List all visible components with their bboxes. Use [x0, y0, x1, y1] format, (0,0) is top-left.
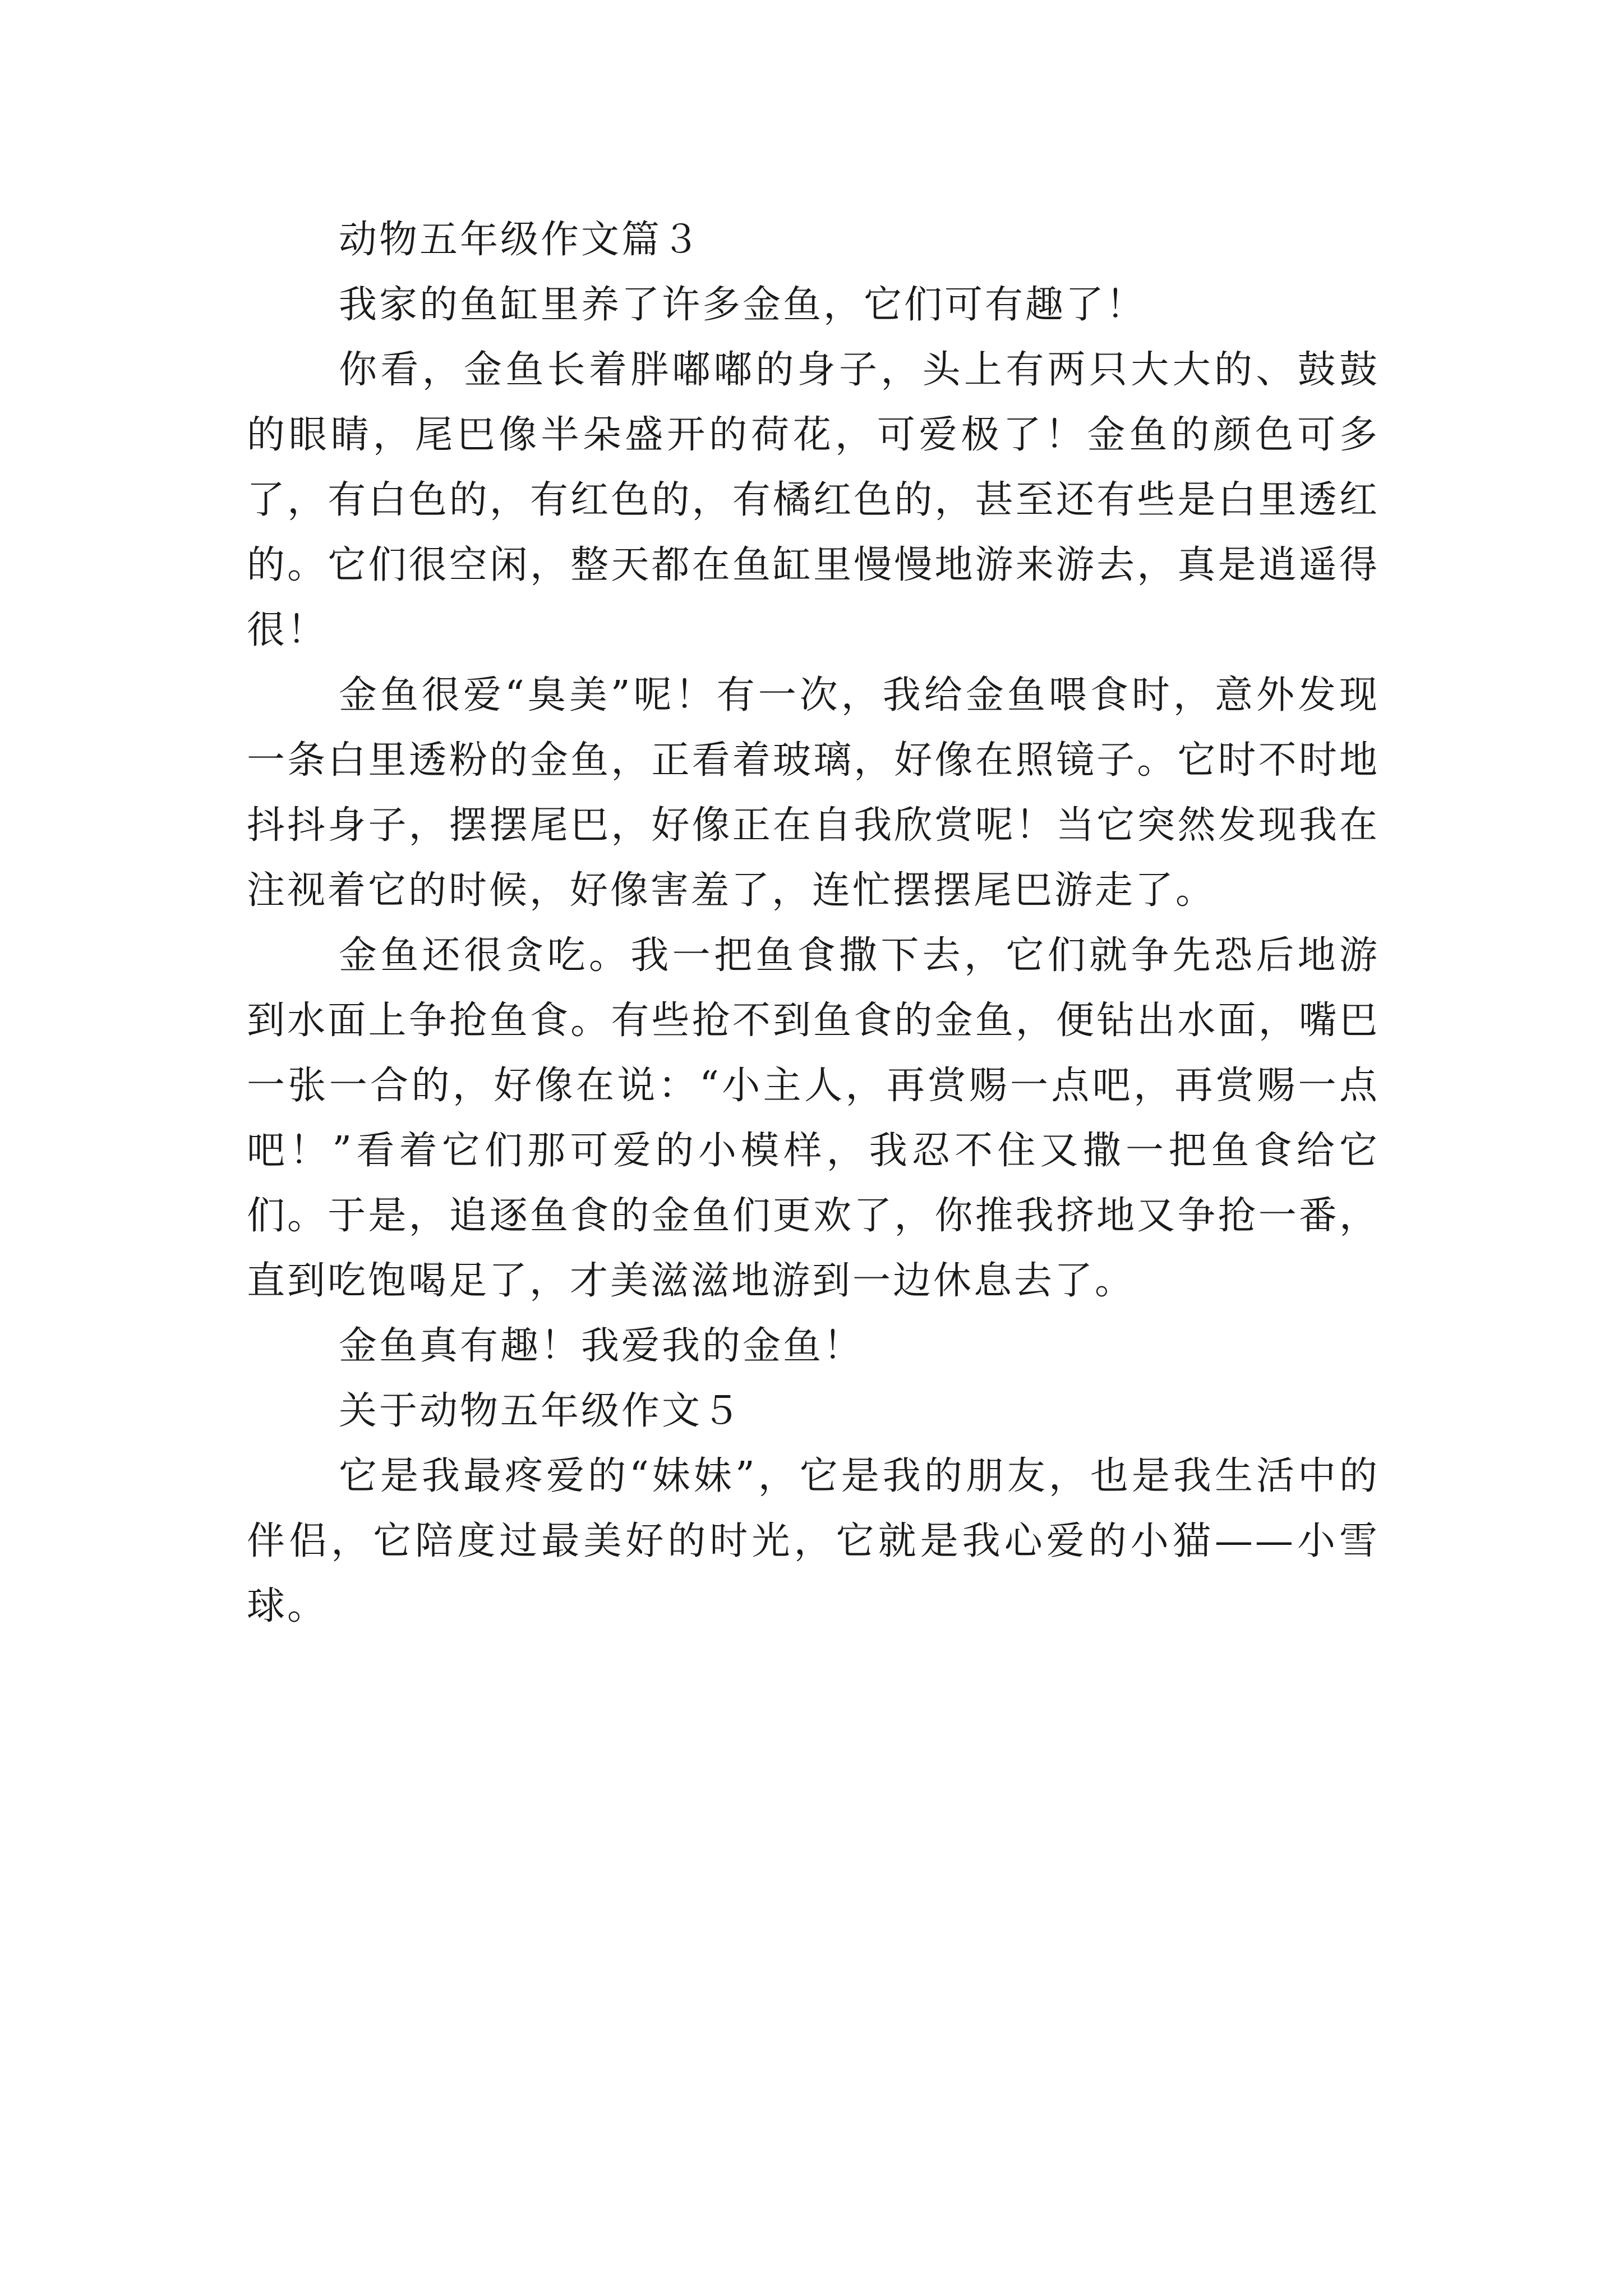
document-body — [247, 208, 1380, 1639]
paragraph: 它是我最疼爱的“妹妹”，它是我的朋友，也是我生活中的伴侣，它陪度过最美好的时光，它就是我心爱的小猫——小雪球。 — [247, 1454, 1380, 1628]
essay-title-3: 动物五年级作文篇３ — [339, 218, 703, 262]
paragraph: 你看，金鱼长着胖嘟嘟的身子，头上有两只大大的、鼓鼓的眼睛，尾巴像半朵盛开的荷花，可爱极了！金鱼的颜色可多了，有白色的，有红色的，有橘红色的，甚至还有些是白里透红的。它们很空闲，整天都在鱼缸里慢慢地游来游去，真是逍遥得很！ — [247, 348, 1380, 652]
paragraph: 金鱼很爱“臭美”呢！有一次，我给金鱼喂食时，意外发现一条白里透粉的金鱼，正看着玻璃，好像在照镜子。它时不时地抖抖身子，摆摆尾巴，好像正在自我欣赏呢！当它突然发现我在注视着它的时候，好像害羞了，连忙摆摆尾巴游走了。 — [247, 673, 1380, 913]
essay-title-5: 关于动物五年级作文５ — [339, 1389, 743, 1433]
paragraph: 金鱼还很贪吃。我一把鱼食撒下去，它们就争先恐后地游到水面上争抢鱼食。有些抢不到鱼食的金鱼，便钻出水面，嘴巴一张一合的，好像在说：“小主人，再赏赐一点吧，再赏赐一点吧！”看着它们那可爱的小模样，我忍不住又撒一把鱼食给它们。于是，追逐鱼食的金鱼们更欢了，你推我挤地又争抢一番，直到吃饱喝足了，才美滋滋地游到一边休息去了。 — [247, 933, 1380, 1303]
paragraph: 金鱼真有趣！我爱我的金鱼！ — [339, 1324, 864, 1368]
paragraph: 我家的鱼缸里养了许多金鱼，它们可有趣了！ — [339, 283, 1147, 327]
